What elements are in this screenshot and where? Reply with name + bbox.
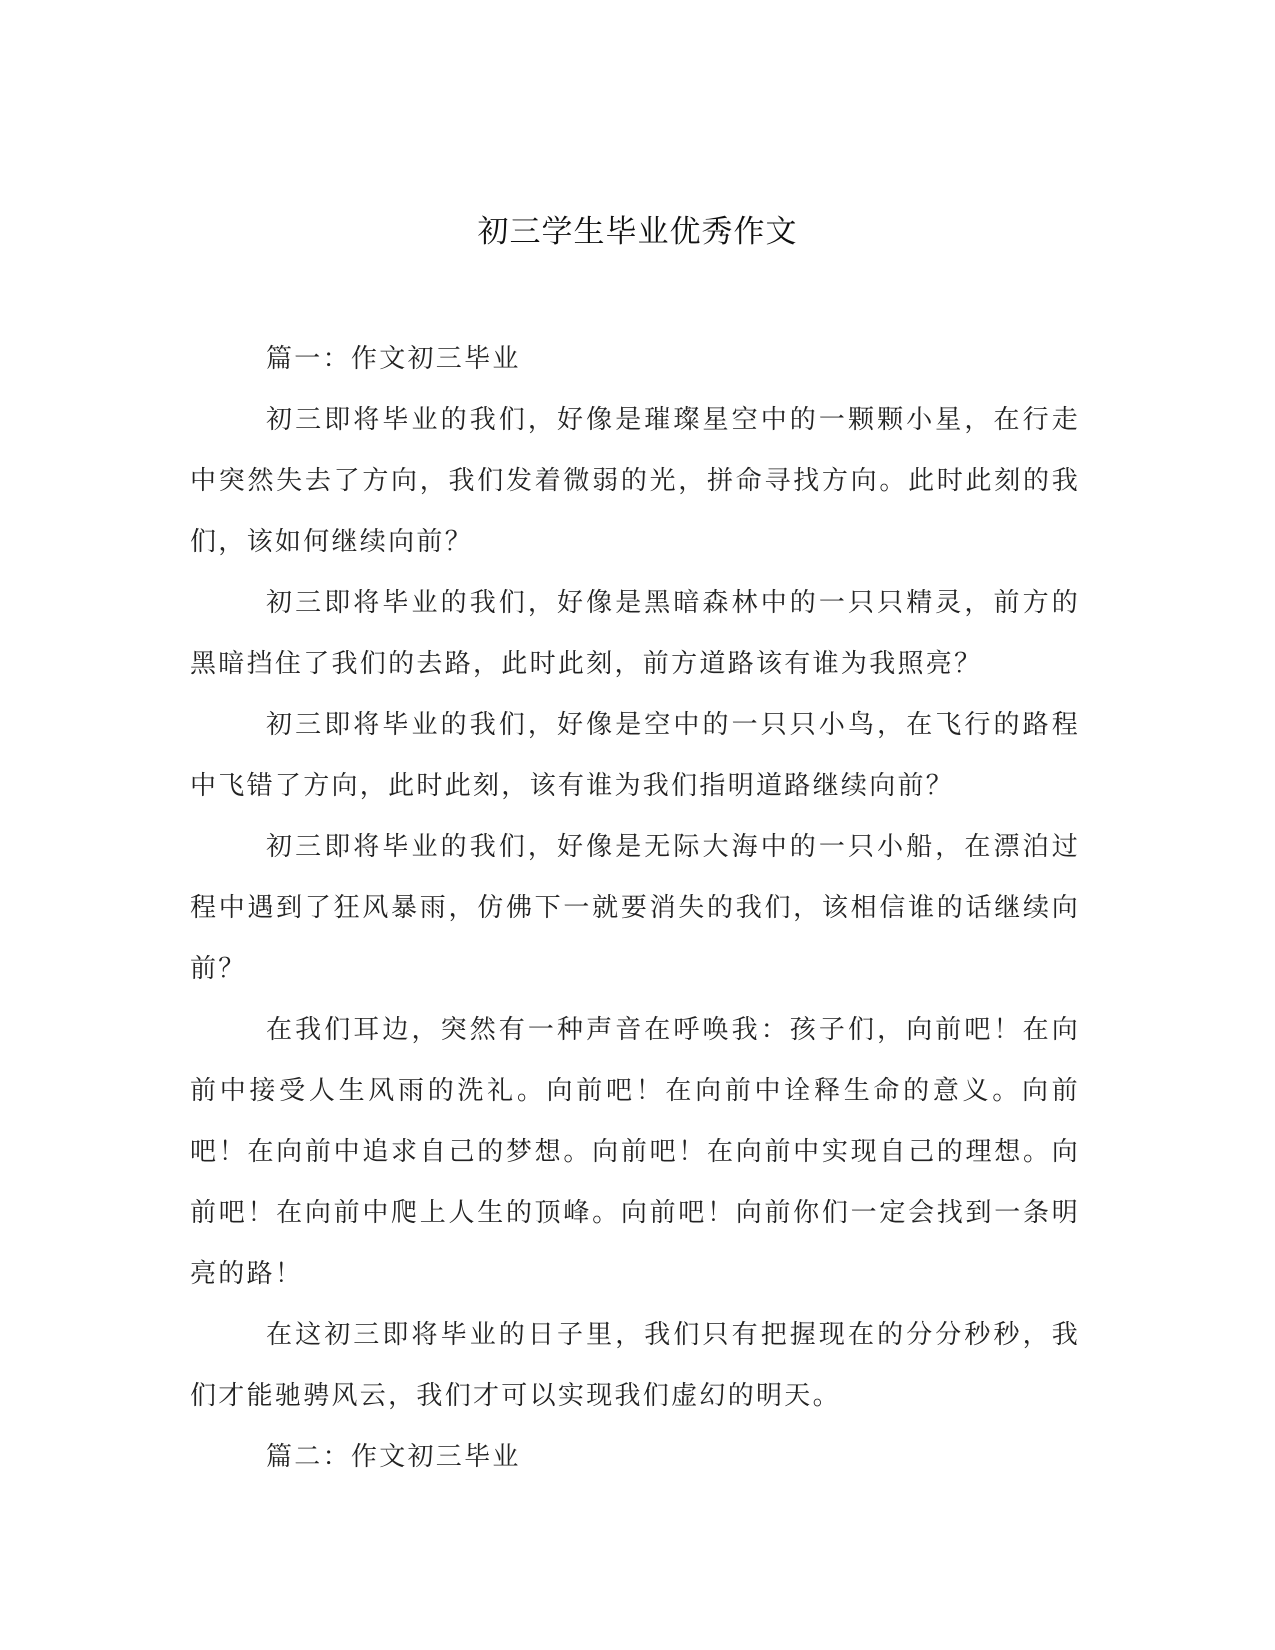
paragraph: 初三即将毕业的我们，好像是璀璨星空中的一颗颗小星，在行走中突然失去了方向，我们发着微弱的光，拼命寻找方向。此时此刻的我们，该如何继续向前？: [190, 405, 1080, 557]
section-heading-2: 篇二：作文初三毕业: [266, 1442, 521, 1472]
paragraph: 在我们耳边，突然有一种声音在呼唤我：孩子们，向前吧！在向前中接受人生风雨的洗礼。向前吧！在向前中诠释生命的意义。向前吧！在向前中追求自己的梦想。向前吧！在向前中实现自己的理想。向前吧！在向前中爬上人生的顶峰。向前吧！向前你们一定会找到一条明亮的路！: [190, 1015, 1080, 1289]
paragraph: 初三即将毕业的我们，好像是黑暗森林中的一只只精灵，前方的黑暗挡住了我们的去路，此时此刻，前方道路该有谁为我照亮？: [190, 588, 1080, 679]
paragraph: 初三即将毕业的我们，好像是空中的一只只小鸟，在飞行的路程中飞错了方向，此时此刻，该有谁为我们指明道路继续向前？: [190, 710, 1080, 801]
page-title: 初三学生毕业优秀作文: [477, 214, 798, 250]
document-body: [190, 329, 1080, 1488]
paragraph: 在这初三即将毕业的日子里，我们只有把握现在的分分秒秒，我们才能驰骋风云，我们才可以实现我们虚幻的明天。: [190, 1320, 1080, 1411]
section-heading-1: 篇一：作文初三毕业: [266, 344, 521, 374]
paragraph: 初三即将毕业的我们，好像是无际大海中的一只小船，在漂泊过程中遇到了狂风暴雨，仿佛下一就要消失的我们，该相信谁的话继续向前？: [190, 832, 1080, 984]
